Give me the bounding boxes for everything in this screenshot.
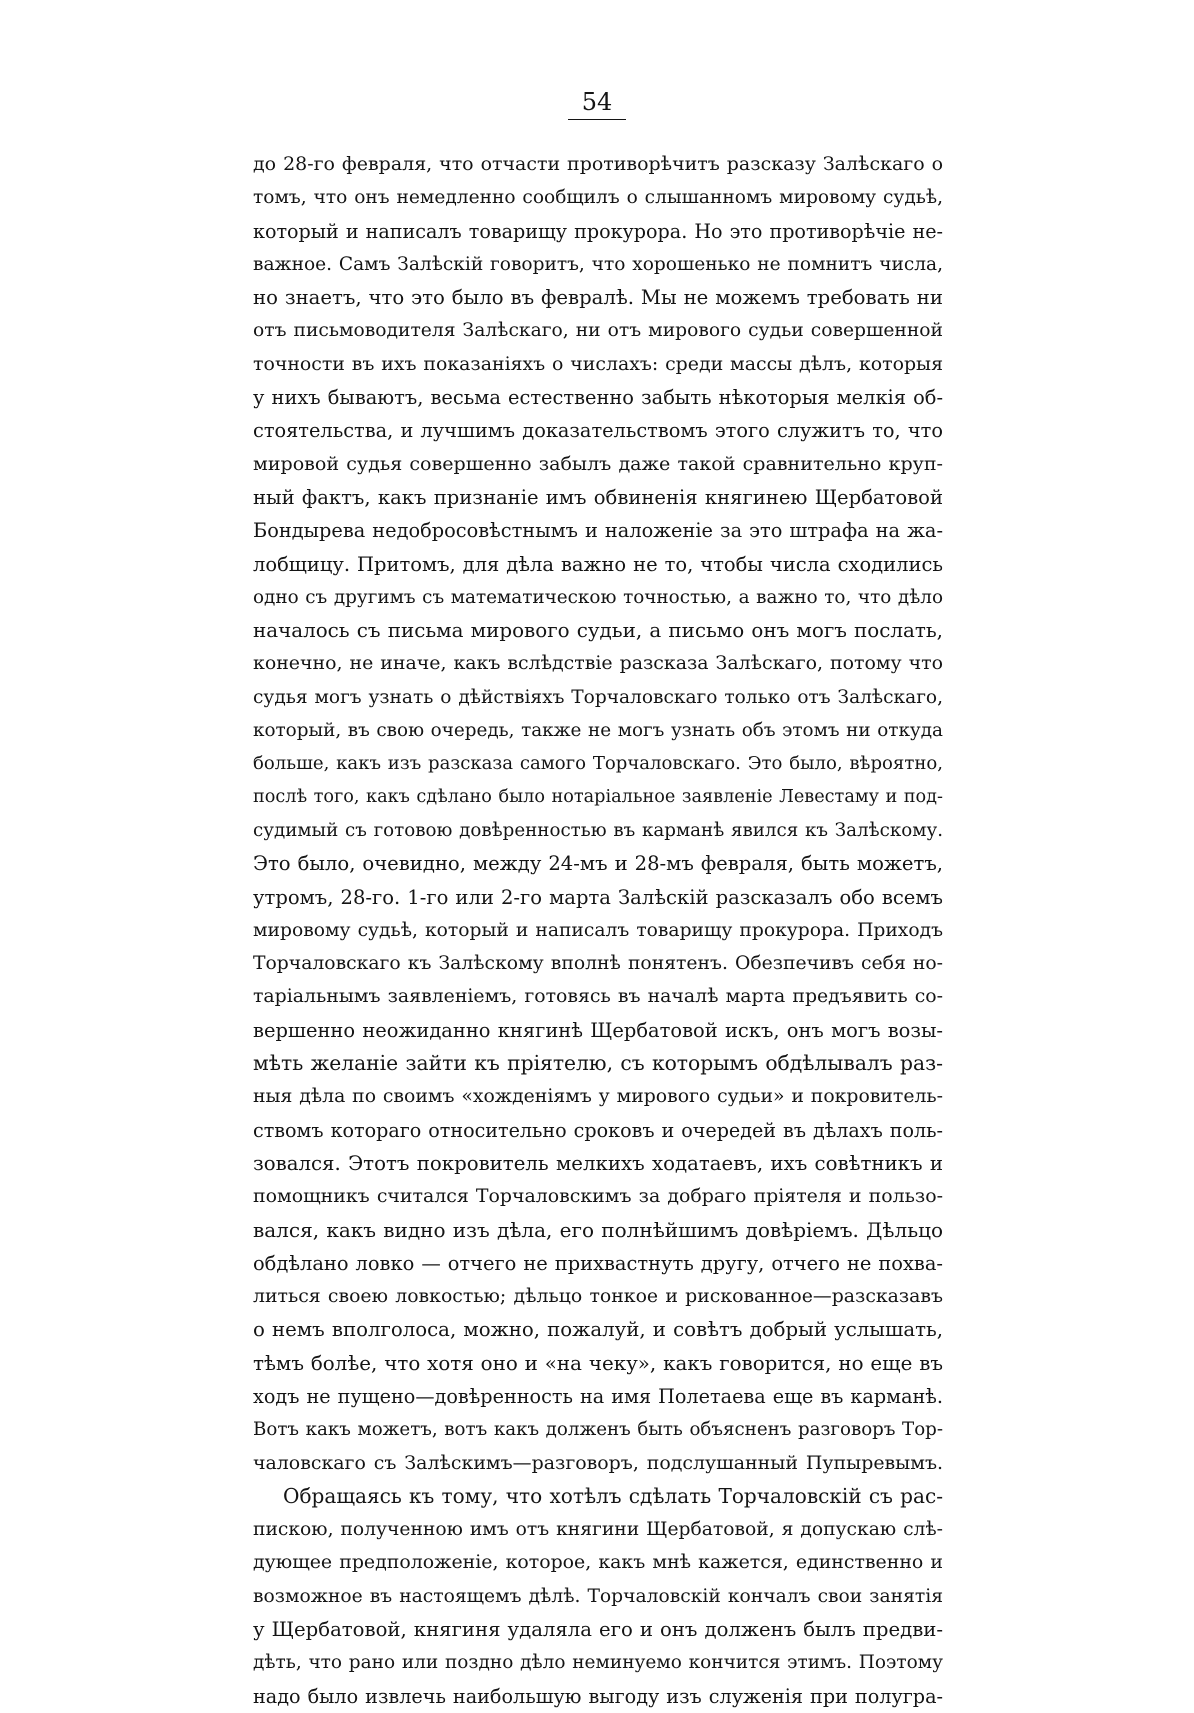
text-line: о немъ вполголоса, можно, пожалуй, и совѣтъ добрый услышать, — [253, 1318, 943, 1342]
text-line: возможное въ настоящемъ дѣлѣ. Торчаловскій кончалъ свои занятія — [253, 1585, 943, 1607]
text-line: литься своею ловкостью; дѣльцо тонкое и рискованное—разсказавъ — [253, 1286, 943, 1308]
text-line: больше, какъ изъ разсказа самого Торчаловскаго. Это было, вѣроятно, — [253, 753, 943, 775]
text-line: Вотъ какъ можетъ, вотъ какъ долженъ быть объясненъ разговоръ Тор- — [253, 1419, 943, 1441]
text-line: мировому судьѣ, который и написалъ товарищу прокурора. Приходъ — [253, 919, 943, 941]
text-line: у нихъ бываютъ, весьма естественно забыть нѣкоторыя мелкія об- — [253, 386, 943, 410]
text-line: судимый съ готовою довѣренностью въ карманѣ явился къ Залѣскому. — [253, 819, 943, 841]
text-line: томъ, что онъ немедленно сообщилъ о слышанномъ мировому судьѣ, — [253, 187, 943, 209]
text-line: судья могъ узнать о дѣйствіяхъ Торчаловскаго только отъ Залѣскаго, — [253, 686, 943, 708]
text-line: который и написалъ товарищу прокурора. Но это противорѣчіе не- — [253, 219, 943, 243]
page-number: 54 — [0, 88, 1194, 120]
text-line: дующее предположеніе, которое, какъ мнѣ кажется, единственно и — [253, 1551, 943, 1574]
text-line: послѣ того, какъ сдѣлано было нотаріальное заявленіе Левестаму и под- — [253, 786, 943, 807]
text-line: Это было, очевидно, между 24-мъ и 28-мъ февраля, быть можетъ, — [253, 852, 943, 876]
text-line: вершенно неожиданно княгинѣ Щербатовой искъ, онъ могъ возы- — [253, 1018, 943, 1042]
text-line: чаловскаго съ Залѣскимъ—разговоръ, подслушанный Пупыревымъ. — [253, 1451, 943, 1474]
text-line: стоятельства, и лучшимъ доказательствомъ этого служитъ то, что — [253, 419, 943, 443]
paragraph-first-line: Обращаясь къ тому, что хотѣлъ сдѣлать Торчаловскій съ рас- — [283, 1483, 943, 1508]
text-line: зовался. Этотъ покровитель мелкихъ ходатаевъ, ихъ совѣтникъ и — [253, 1151, 943, 1175]
text-line: ходъ не пущено—довѣренность на имя Полетаева еще въ карманѣ. — [253, 1384, 943, 1408]
text-line: ныя дѣла по своимъ «хожденіямъ у мирового судьи» и покровитель- — [253, 1086, 943, 1108]
text-line: отъ письмоводителя Залѣскаго, ни отъ мирового судьи совершенной — [253, 320, 943, 342]
text-line: таріальнымъ заявленіемъ, готовясь въ началѣ марта предъявить со- — [253, 985, 943, 1008]
text-line: мировой судья совершенно забылъ даже такой сравнительно круп- — [253, 452, 943, 475]
text-line: у Щербатовой, княгиня удаляла его и онъ долженъ былъ предви- — [253, 1618, 943, 1642]
text-line: обдѣлано ловко — отчего не прихвастнуть другу, отчего не похва- — [253, 1251, 943, 1275]
text-line: мѣть желаніе зайти къ пріятелю, съ которымъ обдѣлывалъ раз- — [253, 1051, 943, 1076]
text-line: вался, какъ видно изъ дѣла, его полнѣйшимъ довѣріемъ. Дѣльцо — [253, 1217, 943, 1242]
text-line: лобщицу. Притомъ, для дѣла важно не то, чтобы числа сходились — [253, 552, 943, 576]
text-line: до 28-го февраля, что отчасти противорѣчитъ разсказу Залѣскаго о — [253, 153, 943, 175]
text-line: Бондырева недобросовѣстнымъ и наложеніе за это штрафа на жа- — [253, 519, 943, 543]
text-line: конечно, не иначе, какъ вслѣдствіе разсказа Залѣскаго, потому что — [253, 652, 943, 675]
text-line: ствомъ котораго относительно сроковъ и очередей въ дѣлахъ поль- — [253, 1118, 943, 1142]
text-line: одно съ другимъ съ математическою точностью, а важно то, что дѣло — [253, 586, 943, 608]
text-line: но знаетъ, что это было въ февралѣ. Мы не можемъ требовать ни — [253, 286, 943, 310]
text-line: дѣть, что рано или поздно дѣло неминуемо кончится этимъ. Поэтому — [253, 1652, 943, 1674]
text-line: точности въ ихъ показаніяхъ о числахъ: среди массы дѣлъ, которыя — [253, 352, 943, 375]
text-line: помощникъ считался Торчаловскимъ за добраго пріятеля и пользо- — [253, 1185, 943, 1208]
text-line: который, въ свою очередь, также не могъ узнать объ этомъ ни откуда — [253, 720, 943, 742]
text-line: надо было извлечь наибольшую выгоду изъ служенія при полугра- — [253, 1684, 943, 1708]
body-text — [253, 148, 943, 1713]
text-line: тѣмъ болѣе, что хотя оно и «на чеку», какъ говорится, но еще въ — [253, 1351, 943, 1375]
text-line: ный фактъ, какъ признаніе имъ обвиненія княгинею Щербатовой — [253, 485, 943, 509]
text-line: утромъ, 28-го. 1-го или 2-го марта Залѣскій разсказалъ обо всемъ — [253, 885, 943, 909]
text-line: важное. Самъ Залѣскій говоритъ, что хорошенько не помнитъ числа, — [253, 253, 943, 275]
text-line: пискою, полученною имъ отъ княгини Щербатовой, я допускаю слѣ- — [253, 1519, 943, 1541]
text-line: началось съ письма мирового судьи, а письмо онъ могъ послать, — [253, 619, 943, 643]
text-line: Торчаловскаго къ Залѣскому вполнѣ понятенъ. Обезпечивъ себя но- — [253, 953, 943, 975]
